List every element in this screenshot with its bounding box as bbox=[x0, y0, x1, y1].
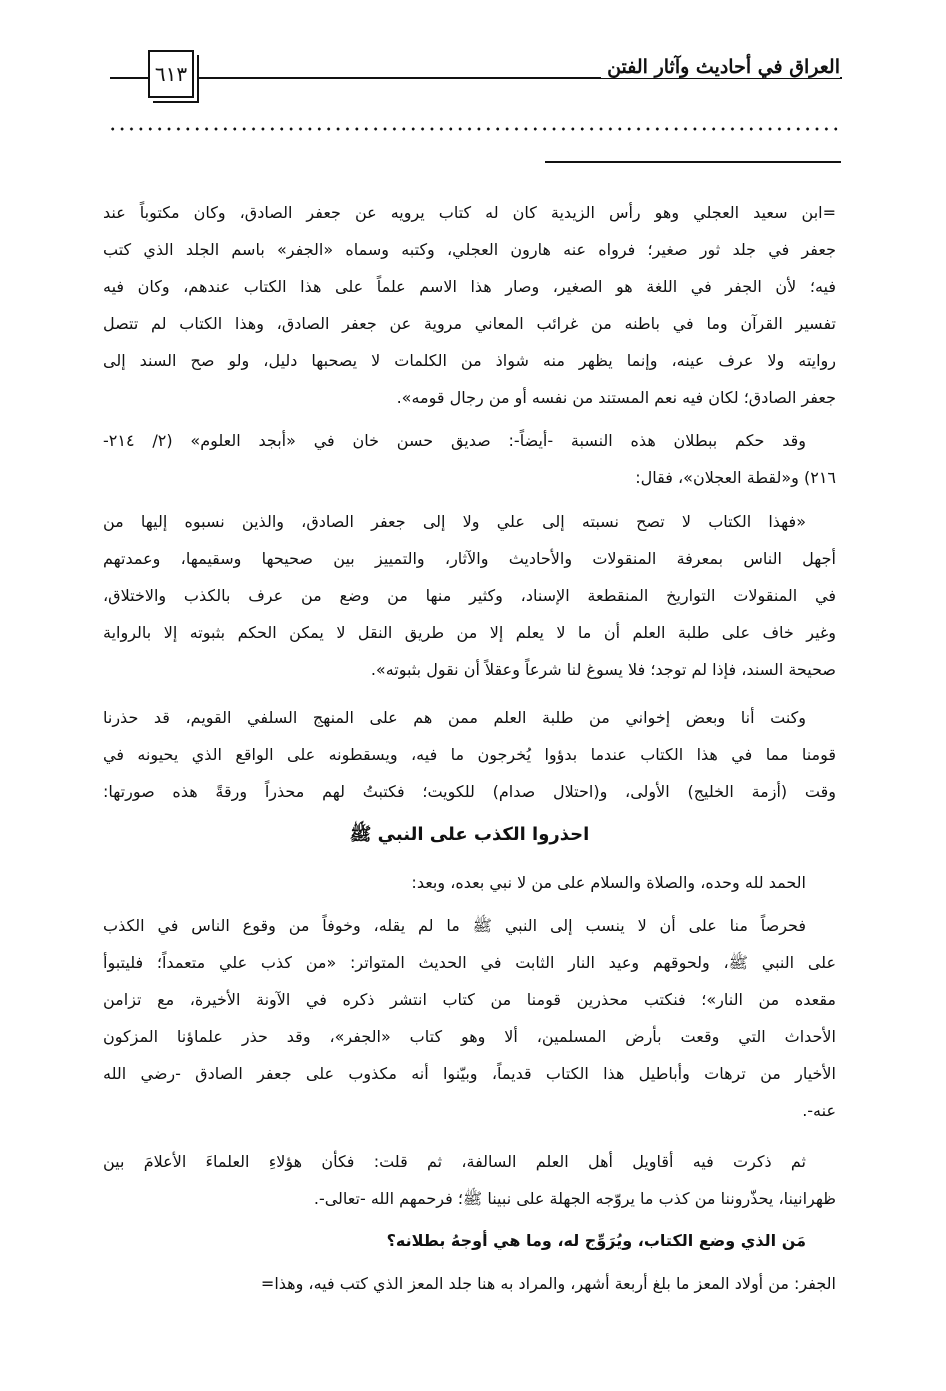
dotted-divider bbox=[108, 126, 842, 132]
text-line: أجهل الناس بمعرفة المنقولات والأحاديث والآثار، والتمييز بين صحيحها وسقيمها، وعمدتهم bbox=[103, 549, 836, 568]
text-line: الأحداث التي وقعت بأرض المسلمين، ألا وهو كتاب «الجفر»، وقد حذر علماؤنا المزكون bbox=[103, 1027, 836, 1046]
paragraph-quotation bbox=[103, 503, 836, 688]
text-line: وقت (أزمة الخليج) الأولى، و(احتلال صدام) للكويت؛ فكتبتُ لهم محذراً ورقةً هذه صورتها: bbox=[103, 782, 836, 801]
text-line: جعفر الصادق؛ لكان فيه نعم المستند من نفسه أو من رجال قومه». bbox=[396, 388, 836, 407]
text-line: في المنقولات التواريخ المنقطعة الإسناد، وكثير منها من وضع من عرف بالكذب والاختلاق، bbox=[103, 586, 836, 605]
section-question bbox=[103, 1222, 836, 1259]
text-line: وغير خاف على طلبة العلم أن ما لا يعلم إلا من طريق النقل لا يمكن الحكم بثبوته إلا بالرواية bbox=[103, 623, 836, 642]
heading-text: احذروا الكذب على النبي ﷺ bbox=[349, 824, 590, 845]
book-title: العراق في أحاديث وآثار الفتن bbox=[601, 56, 840, 78]
text-line: وقد حكم ببطلان هذه النسبة -أيضاً-: صديق حسن خان في «أبجد العلوم» (٢/ ٢١٤- bbox=[103, 431, 807, 450]
paragraph-leaflet-body bbox=[103, 907, 836, 1129]
page-number: ٦١٣ bbox=[148, 50, 194, 98]
paragraph-scholars bbox=[103, 1143, 836, 1217]
text-line: صحيحة السند، فإذا لم توجد؛ فلا يسوغ لنا شرعاً وعقلاً أن نقول بثبوته». bbox=[370, 660, 836, 679]
question-heading: مَن الذي وضع الكتاب، ويُرَوِّج له، وما هي أوجهُ بطلانه؟ bbox=[386, 1231, 806, 1250]
text-line: روايته ولا عرف عينه، وإنما يظهر منه شواذ من الكلمات لا يصحبها دليل، ولو صح السند إلى bbox=[103, 351, 836, 370]
text-line: ظهرانينا، يحذّروننا من كذب ما يروّجه الجهلة على نبينا ﷺ؛ فرحمهم الله -تعالى-. bbox=[313, 1189, 836, 1208]
short-rule bbox=[545, 161, 841, 163]
text-line: على النبي ﷺ، ولحوقهم وعيد النار الثابت في الحديث المتواتر: «من كذب علي متعمداً؛ فليتبوأ bbox=[103, 953, 836, 972]
footnote bbox=[103, 1265, 836, 1302]
text-line: وكنت أنا وبعض إخواني من طلبة العلم ممن هم على المنهج السلفي القويم، قد حذرنا bbox=[103, 708, 806, 727]
text-line: فيه؛ لأن الجفر في اللغة هو الصغير، وصار هذا الاسم علماً على هذا الكتاب عندهم، وكان فيه bbox=[103, 277, 836, 296]
leaflet-heading bbox=[103, 816, 836, 853]
text-line: ٢١٦) و«لقطة العجلان»، فقال: bbox=[635, 468, 836, 487]
text-line: الحمد لله وحده، والصلاة والسلام على من لا نبي بعده، وبعد: bbox=[411, 873, 806, 892]
footnote-text: الجفر: من أولاد المعز ما بلغ أربعة أشهر، والمراد به هنا جلد المعز الذي كتب فيه، وهذا= bbox=[260, 1274, 836, 1293]
paragraph-siddiq-hasan-khan bbox=[103, 422, 836, 496]
text-line: =ابن سعيد العجلي وهو رأس الزيدية كان له كتاب يرويه عن جعفر الصادق، وكان مكتوباً عند bbox=[103, 203, 836, 222]
paragraph-footnote-continuation bbox=[103, 194, 836, 416]
text-line: فحرصاً منا على أن لا ينسب إلى النبي ﷺ ما لم يقله، وخوفاً من وقوع الناس في الكذب bbox=[103, 916, 806, 935]
text-line: قومنا مما في هذا الكتاب عندما بدؤوا يُخرجون ما فيه، ويسقطونه على الواقع الذي يحيونه في bbox=[103, 745, 836, 764]
text-line: عنه-. bbox=[802, 1101, 836, 1120]
text-line: تفسير القرآن وما في باطنه من غرائب المعاني مروية عن جعفر الصادق، وهذا الكتاب لم تتصل bbox=[103, 314, 836, 333]
text-line: ثم ذكرت فيه أقاويل أهل العلم السالفة، ثم قلت: فكأن هؤلاءِ العلماءَ الأعلامَ بين bbox=[103, 1152, 806, 1171]
text-line: جعفر في جلد ثور صغير؛ فرواه عنه هارون العجلي، وكتبه وسماه «الجفر» باسم الجلد الذي كتب bbox=[103, 240, 836, 259]
text-line: «فهذا الكتاب لا تصح نسبته إلى علي ولا إلى جعفر الصادق، والذين نسبوه إليها من bbox=[103, 512, 806, 531]
paragraph-author-warning bbox=[103, 699, 836, 810]
text-line: مقعده من النار»؛ فنكتب محذرين قومنا من كتاب انتشر ذكره في الآونة الأخيرة، مع تزامن bbox=[103, 990, 836, 1009]
text-line: الأخيار من ترهات وأباطيل هذا الكتاب قديماً، وبيّنوا أنه مكذوب على جعفر الصادق -رضي الله bbox=[103, 1064, 836, 1083]
paragraph-opening bbox=[103, 864, 836, 901]
